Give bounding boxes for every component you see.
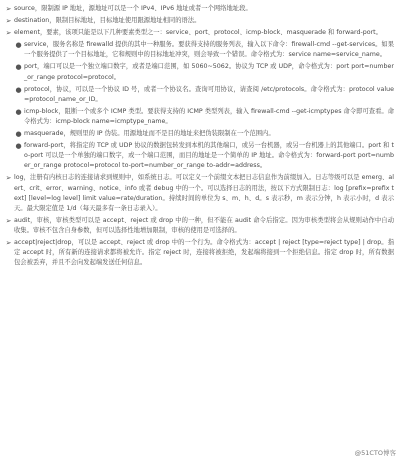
list-item-text: source，限制源 IP 地址，源地址可以是一个 IPv4、IPv6 地址或者一个网络地址段。 <box>14 5 252 12</box>
sub-list-item <box>14 141 394 171</box>
list-item-text: service，服务名称是 firewalld 提供的其中一种服务。要获得支持的服务列表，输入以下命令：firewall-cmd --get-services。如果一个服务提供了一个目标地址，它和规则中的目标地址冲突，则会导致一个错误。命令格式为：service name=service_name。 <box>24 41 394 59</box>
dot-bullet-icon: ● <box>15 41 22 50</box>
list-item-text: protocol，协议，可以是一个协议 ID 号，或者一个协议名。查询可用协议，请查阅 /etc/protocols。命令格式为：protocol value=protocol_name_or_ID。 <box>24 85 394 103</box>
arrow-bullet-icon: ➢ <box>5 17 12 26</box>
list-item <box>4 238 394 268</box>
bullet-list <box>4 4 394 268</box>
list-item-text: accept|reject|drop，可以是 accept、reject 或 drop 中的一个行为。命令格式为：accept | reject [type=reject type] | drop。指定 accept 时，所有新的连接请求都将被允许。指定 reject 时，连接将被拒绝，发起端将接到一个拒绝信息。指定 drop 时，所有数据包会被丢弃，并且不会向发起端发送任何信息。 <box>14 238 394 267</box>
dot-bullet-icon: ● <box>15 85 22 94</box>
sub-list-item <box>14 107 394 127</box>
sub-list-item <box>14 62 394 82</box>
arrow-bullet-icon: ➢ <box>5 238 12 247</box>
list-item-text: destination，限制目标地址，目标地址使用跟源地址相同的语法。 <box>14 17 201 25</box>
arrow-bullet-icon: ➢ <box>5 216 12 225</box>
arrow-bullet-icon: ➢ <box>5 29 12 38</box>
list-item <box>4 4 394 14</box>
list-item-text: masquerade，规则里的 IP 伪装。用源地址而不是目的地址来把伪装限制在一个范围内。 <box>24 130 275 138</box>
list-item <box>4 28 394 38</box>
list-item-text: forward-port，将指定的 TCP 或 UDP 协议的数据包转发到本机的其他端口，或另一台机器，或另一台机器上的其他端口。port 和 to-port 可以是一个单独的端口数字，或一个端口范围，而目的地址是一个简单的 IP 地址。命令格式为：forward-port port=number_or_range protocol=protocol to-port=number_or_range to-addr=address。 <box>24 142 394 170</box>
list-item <box>4 216 394 236</box>
list-item-text: log，注册有内核日志的连接请求到规则中，如系统日志。可以定义一个前缀文本把日志信息作为前缀加入。日志等级可以是 emerg、alert、crit、error、warning、notice、info 或者 debug 中的一个。可以选择日志的用法，按以下方式限制日志：log [prefix=prefix text] [level=log level] limit value=rate/duration。持续时间的单位为 s、m、h、d。s 表示秒，m 表示分钟，h 表示小时，d 表示天。最大限定值是 1/d（每天最多有一条日志录入）。 <box>14 174 394 212</box>
sub-list-item <box>14 85 394 105</box>
list-item-text: port，端口可以是一个独立端口数字，或者是端口范围，如 5060~5062。协议为 TCP 或 UDP，命令格式为：port port=number_or_range protocol=protocol。 <box>24 63 394 81</box>
dot-bullet-icon: ● <box>15 63 22 72</box>
arrow-bullet-icon: ➢ <box>5 5 12 13</box>
list-item <box>4 173 394 213</box>
list-item-text: element，要素，该项只能是以下几种要素类型之一：service、port、protocol、icmp-block、masquerade 和 forward-port。 <box>14 29 382 37</box>
list-item-text: audit，审核，审核类型可以是 accept、reject 或 drop 中的一种，但不能在 audit 命令后指定。因为审核类型将会从规则动作中自动收集。审核不包含自身参数，但可以选择性地增加限制，审核的使用是可选择的。 <box>14 216 394 234</box>
list-item <box>4 16 394 26</box>
site-watermark: @51CTO博客 <box>354 449 396 457</box>
list-item-text: icmp-block，阻断一个或多个 ICMP 类型。要获得支持的 ICMP 类型列表，输入 firewall-cmd --get-icmptypes 命令即可查看。命令格式为：icmp-block name=icmptype_name。 <box>24 107 394 125</box>
dot-bullet-icon: ● <box>15 142 22 151</box>
dot-bullet-icon: ● <box>15 107 22 116</box>
arrow-bullet-icon: ➢ <box>5 174 12 183</box>
sub-list-item <box>14 40 394 60</box>
dot-bullet-icon: ● <box>15 130 22 139</box>
sub-list-item <box>14 129 394 139</box>
